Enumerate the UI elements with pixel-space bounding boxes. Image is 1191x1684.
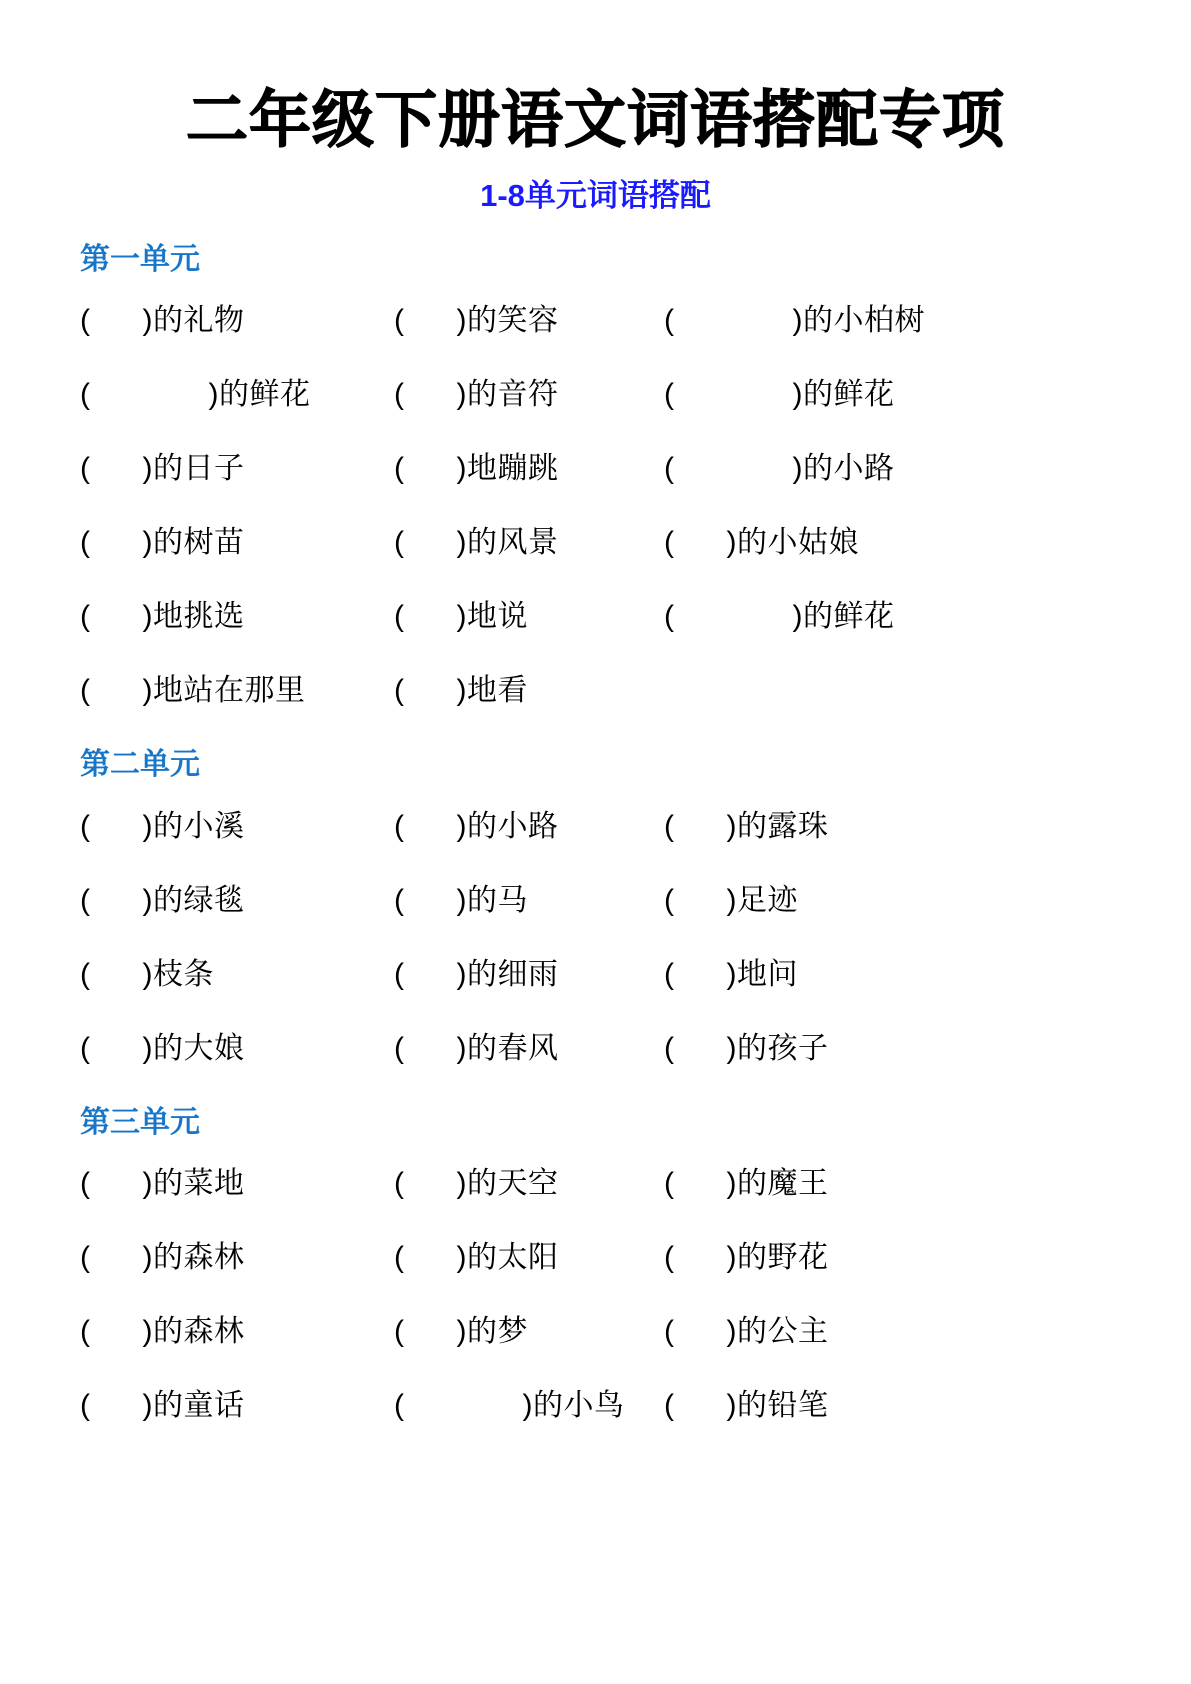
open-paren: (	[80, 378, 91, 412]
exercise-label: )的树苗	[142, 526, 245, 560]
exercise-label: )的笑容	[456, 304, 559, 338]
unit-heading: 第一单元	[80, 242, 200, 276]
exercise-item[interactable]	[664, 790, 1064, 864]
unit-heading: 第二单元	[80, 748, 200, 782]
exercise-item[interactable]	[72, 432, 394, 506]
exercise-label: )的太阳	[456, 1241, 559, 1275]
open-paren: (	[664, 600, 675, 634]
exercise-item[interactable]	[394, 506, 664, 580]
open-paren: (	[664, 809, 675, 843]
exercise-label: )地问	[726, 957, 798, 991]
exercise-label: )的小路	[792, 452, 895, 486]
exercise-item[interactable]	[664, 938, 1064, 1012]
exercise-item[interactable]	[72, 1295, 394, 1369]
exercise-item[interactable]	[664, 284, 1064, 358]
exercise-item[interactable]	[394, 1147, 664, 1221]
page-subtitle: 1-8单元词语搭配	[480, 178, 711, 214]
exercise-item[interactable]	[664, 1369, 1064, 1443]
unit-rows	[72, 1147, 1119, 1443]
exercise-label: )地说	[456, 600, 528, 634]
exercise-label: )地站在那里	[142, 674, 306, 708]
exercise-item[interactable]	[72, 358, 394, 432]
open-paren: (	[664, 304, 675, 338]
open-paren: (	[394, 1241, 405, 1275]
exercise-row	[72, 432, 1119, 506]
exercise-row	[72, 654, 1119, 728]
exercise-item[interactable]	[394, 938, 664, 1012]
exercise-item[interactable]	[394, 790, 664, 864]
unit-heading: 第三单元	[80, 1105, 200, 1139]
exercise-item[interactable]	[664, 1012, 1064, 1086]
exercise-label: )的日子	[142, 452, 245, 486]
exercise-item[interactable]	[664, 1295, 1064, 1369]
open-paren: (	[664, 1167, 675, 1201]
exercise-row	[72, 580, 1119, 654]
open-paren: (	[394, 1167, 405, 1201]
exercise-item[interactable]	[394, 1221, 664, 1295]
open-paren: (	[394, 674, 405, 708]
unit-rows	[72, 790, 1119, 1086]
exercise-label: )的森林	[142, 1241, 245, 1275]
open-paren: (	[80, 452, 91, 486]
exercise-label: )的铅笔	[726, 1389, 829, 1423]
exercise-label: )的大娘	[142, 1031, 245, 1065]
exercise-label: )的梦	[456, 1315, 528, 1349]
unit-section	[72, 746, 1119, 1086]
exercise-label: )的春风	[456, 1031, 559, 1065]
open-paren: (	[80, 809, 91, 843]
exercise-label: )的菜地	[142, 1167, 245, 1201]
open-paren: (	[394, 1315, 405, 1349]
exercise-label: )的童话	[142, 1389, 245, 1423]
exercise-item[interactable]	[72, 654, 394, 728]
open-paren: (	[664, 1389, 675, 1423]
exercise-label: )的小溪	[142, 809, 245, 843]
exercise-item[interactable]	[394, 358, 664, 432]
open-paren: (	[80, 304, 91, 338]
exercise-row	[72, 506, 1119, 580]
exercise-row	[72, 358, 1119, 432]
open-paren: (	[80, 674, 91, 708]
exercise-item[interactable]	[394, 1295, 664, 1369]
exercise-item[interactable]	[394, 284, 664, 358]
exercise-label: )的小路	[456, 809, 559, 843]
exercise-label: )的孩子	[726, 1031, 829, 1065]
exercise-label: )的小姑娘	[726, 526, 859, 560]
open-paren: (	[664, 526, 675, 560]
exercise-label: )的森林	[142, 1315, 245, 1349]
open-paren: (	[394, 378, 405, 412]
exercise-item[interactable]	[394, 654, 664, 728]
exercise-label: )的鲜花	[792, 600, 895, 634]
exercise-label: )的露珠	[726, 809, 829, 843]
exercise-item[interactable]	[394, 432, 664, 506]
exercise-label: )的小柏树	[792, 304, 925, 338]
exercise-label: )的音符	[456, 378, 559, 412]
open-paren: (	[664, 1031, 675, 1065]
exercise-row	[72, 1012, 1119, 1086]
open-paren: (	[80, 1241, 91, 1275]
exercise-label: )的风景	[456, 526, 559, 560]
open-paren: (	[80, 1167, 91, 1201]
exercise-label: )的细雨	[456, 957, 559, 991]
exercise-item[interactable]	[394, 864, 664, 938]
exercise-label: )的马	[456, 883, 528, 917]
exercise-label: )的绿毯	[142, 883, 245, 917]
exercise-label: )的天空	[456, 1167, 559, 1201]
exercise-item[interactable]	[664, 506, 1064, 580]
exercise-item[interactable]	[664, 1147, 1064, 1221]
exercise-label: )的小鸟	[522, 1389, 625, 1423]
units-container	[72, 241, 1119, 1444]
exercise-label: )地挑选	[142, 600, 245, 634]
exercise-label: )枝条	[142, 957, 214, 991]
open-paren: (	[394, 1031, 405, 1065]
open-paren: (	[664, 1241, 675, 1275]
exercise-row	[72, 1221, 1119, 1295]
open-paren: (	[664, 378, 675, 412]
open-paren: (	[394, 600, 405, 634]
exercise-item[interactable]	[72, 1147, 394, 1221]
exercise-item[interactable]	[72, 1221, 394, 1295]
exercise-label: )的魔王	[726, 1167, 829, 1201]
exercise-row	[72, 284, 1119, 358]
exercise-item[interactable]	[72, 1369, 394, 1443]
open-paren: (	[80, 957, 91, 991]
exercise-item[interactable]	[664, 432, 1064, 506]
open-paren: (	[394, 809, 405, 843]
exercise-item[interactable]	[394, 580, 664, 654]
exercise-label: )地蹦跳	[456, 452, 559, 486]
open-paren: (	[80, 1315, 91, 1349]
exercise-item[interactable]	[72, 938, 394, 1012]
exercise-item[interactable]	[394, 1369, 664, 1443]
exercise-label: )地看	[456, 674, 528, 708]
open-paren: (	[664, 452, 675, 486]
exercise-item[interactable]	[664, 358, 1064, 432]
exercise-item[interactable]	[394, 1012, 664, 1086]
exercise-item[interactable]	[72, 284, 394, 358]
open-paren: (	[394, 1389, 405, 1423]
open-paren: (	[80, 1031, 91, 1065]
exercise-row	[72, 790, 1119, 864]
exercise-label: )的鲜花	[208, 378, 311, 412]
open-paren: (	[80, 883, 91, 917]
exercise-item[interactable]	[72, 790, 394, 864]
open-paren: (	[394, 957, 405, 991]
exercise-item[interactable]	[72, 864, 394, 938]
open-paren: (	[394, 526, 405, 560]
exercise-item[interactable]	[72, 506, 394, 580]
open-paren: (	[664, 883, 675, 917]
open-paren: (	[80, 600, 91, 634]
open-paren: (	[394, 304, 405, 338]
unit-section	[72, 241, 1119, 729]
open-paren: (	[664, 957, 675, 991]
exercise-item[interactable]	[664, 1221, 1064, 1295]
exercise-row	[72, 1295, 1119, 1369]
exercise-label: )的公主	[726, 1315, 829, 1349]
open-paren: (	[394, 452, 405, 486]
open-paren: (	[394, 883, 405, 917]
exercise-row	[72, 864, 1119, 938]
exercise-row	[72, 1369, 1119, 1443]
exercise-item[interactable]	[664, 864, 1064, 938]
open-paren: (	[80, 526, 91, 560]
exercise-row	[72, 1147, 1119, 1221]
open-paren: (	[80, 1389, 91, 1423]
page-title: 二年级下册语文词语搭配专项	[185, 86, 1005, 155]
unit-rows	[72, 284, 1119, 728]
exercise-item[interactable]	[72, 580, 394, 654]
exercise-label: )足迹	[726, 883, 798, 917]
open-paren: (	[664, 1315, 675, 1349]
exercise-item[interactable]	[72, 1012, 394, 1086]
exercise-label: )的礼物	[142, 304, 245, 338]
exercise-label: )的野花	[726, 1241, 829, 1275]
exercise-item[interactable]	[664, 580, 1064, 654]
unit-section	[72, 1104, 1119, 1444]
exercise-row	[72, 938, 1119, 1012]
exercise-label: )的鲜花	[792, 378, 895, 412]
